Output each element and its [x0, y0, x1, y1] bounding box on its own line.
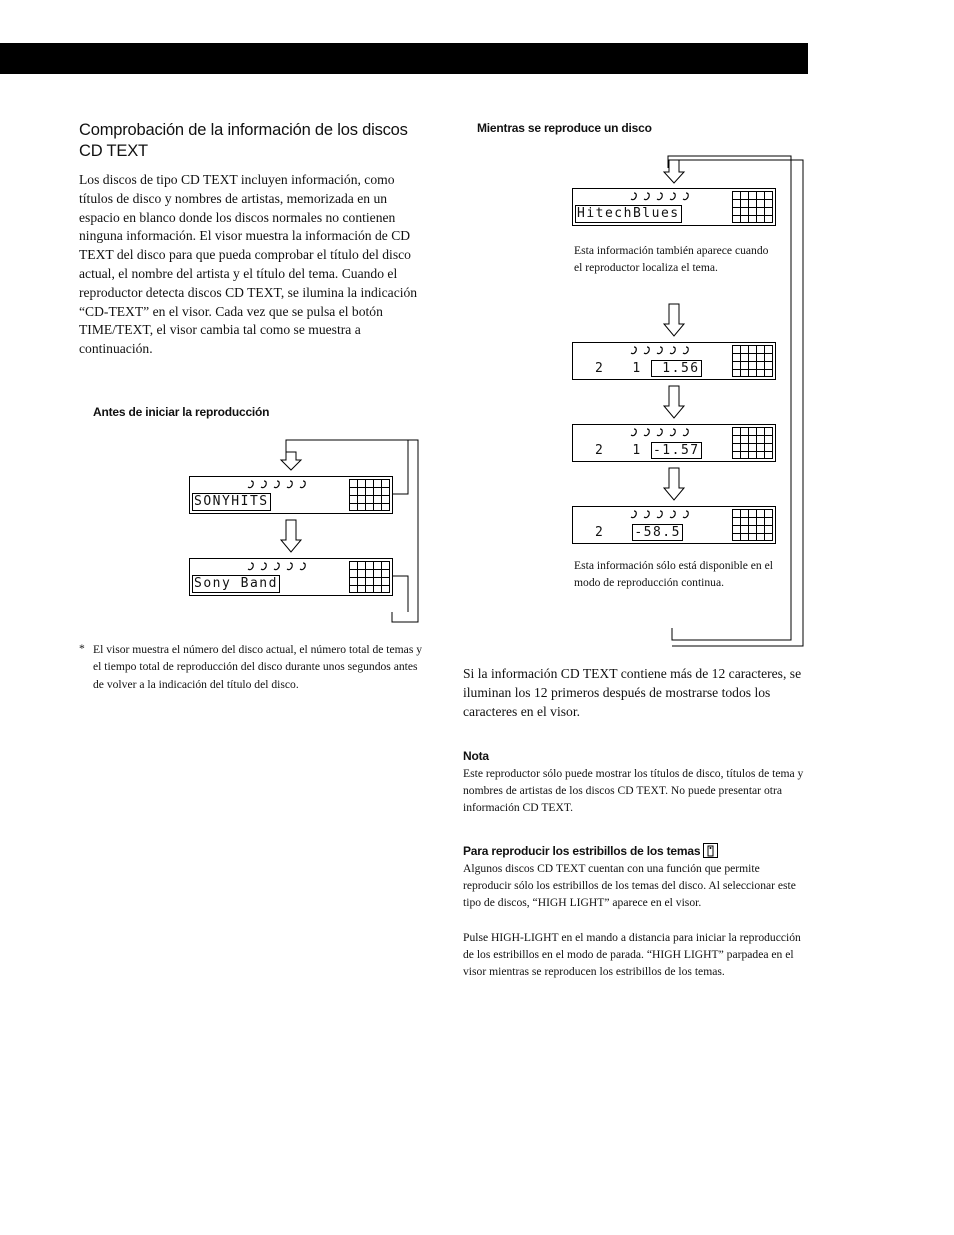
down-arrow-icons — [281, 160, 684, 552]
down-arrow-icon — [281, 520, 301, 552]
loop-line — [286, 440, 408, 494]
during-play-title: Mientras se reproduce un disco — [477, 121, 652, 135]
footnote-text: El visor muestra el número del disco actual, el número total de temas y el tiempo total de reproducción del disco durante unos segundos antes de volver a la indicación del título del disco. — [93, 643, 423, 691]
footnote-marker: * — [79, 642, 85, 655]
time-value: 1.56 — [652, 361, 700, 376]
highlight-title — [463, 843, 718, 858]
down-arrow-icon — [664, 304, 684, 336]
note-title: Nota — [463, 749, 489, 763]
before-play-title: Antes de iniciar la reproducción — [93, 405, 270, 419]
note-text: Este reproductor sólo puede mostrar los títulos de disco, títulos de tema y nombres de artistas de los discos CD TEXT. No puede presentar otra información CD TEXT. — [463, 767, 804, 815]
caption-continuous: Esta información sólo está disponible en el modo de reproducción continua. — [574, 559, 773, 590]
disc-number: 2 — [595, 443, 605, 458]
track-number: 1 — [632, 443, 642, 458]
display-text: Sony Band — [194, 576, 278, 591]
section-heading: Comprobación de la información de los discos CD TEXT — [79, 121, 408, 160]
down-arrow-icon — [664, 468, 684, 500]
highlight-paragraph-2: Pulse HIGH-LIGHT en el mando a distancia para iniciar la reproducción de los estribillos en el modo de parada. “HIGH LIGHT” parpadea en el visor mientras se reproducen los estribillos de los temas. — [463, 931, 801, 979]
disc-number: 2 — [595, 361, 605, 376]
more-chars-paragraph: Si la información CD TEXT contiene más de 12 caracteres, se iluminan los 12 primeros después de mostrarse todos los caracteres en el visor. — [463, 666, 802, 719]
time-value: -58.5 — [634, 525, 681, 540]
disc-number: 2 — [595, 525, 605, 540]
highlight-title-text: Para reproducir los estribillos de los temas — [463, 844, 701, 858]
caption-locate: Esta información también aparece cuando el reproductor localiza el tema. — [574, 244, 769, 275]
time-value: -1.57 — [652, 443, 700, 458]
track-number: 1 — [632, 361, 642, 376]
highlight-paragraph-1: Algunos discos CD TEXT cuentan con una función que permite reproducir sólo los estribillos de los temas del disco. Al seleccionar este tipo de discos, “HIGH LIGHT” aparece en el visor. — [463, 862, 796, 910]
down-arrow-icon — [281, 452, 301, 470]
intro-paragraph: Los discos de tipo CD TEXT incluyen información, como títulos de disco y nombres de artistas, memorizada en un espacio en blanco donde los discos normales no contienen ninguna información. El visor muestra la información de CD TEXT del disco para que pueda comprobar el título del disco actual, el nombre del artista y el título del tema. Cuando el reproductor detecta discos CD TEXT, se ilumina la indicación “CD-TEXT” en el visor. Cada vez que se pulsa el botón TIME/TEXT, el visor cambia tal como se muestra a continuación. — [79, 172, 418, 357]
down-arrow-icon — [664, 160, 684, 183]
down-arrow-icon — [664, 386, 684, 418]
display-text: HitechBlues — [577, 206, 680, 221]
remote-icon — [703, 843, 718, 858]
display-text: SONYHITS — [194, 494, 269, 509]
